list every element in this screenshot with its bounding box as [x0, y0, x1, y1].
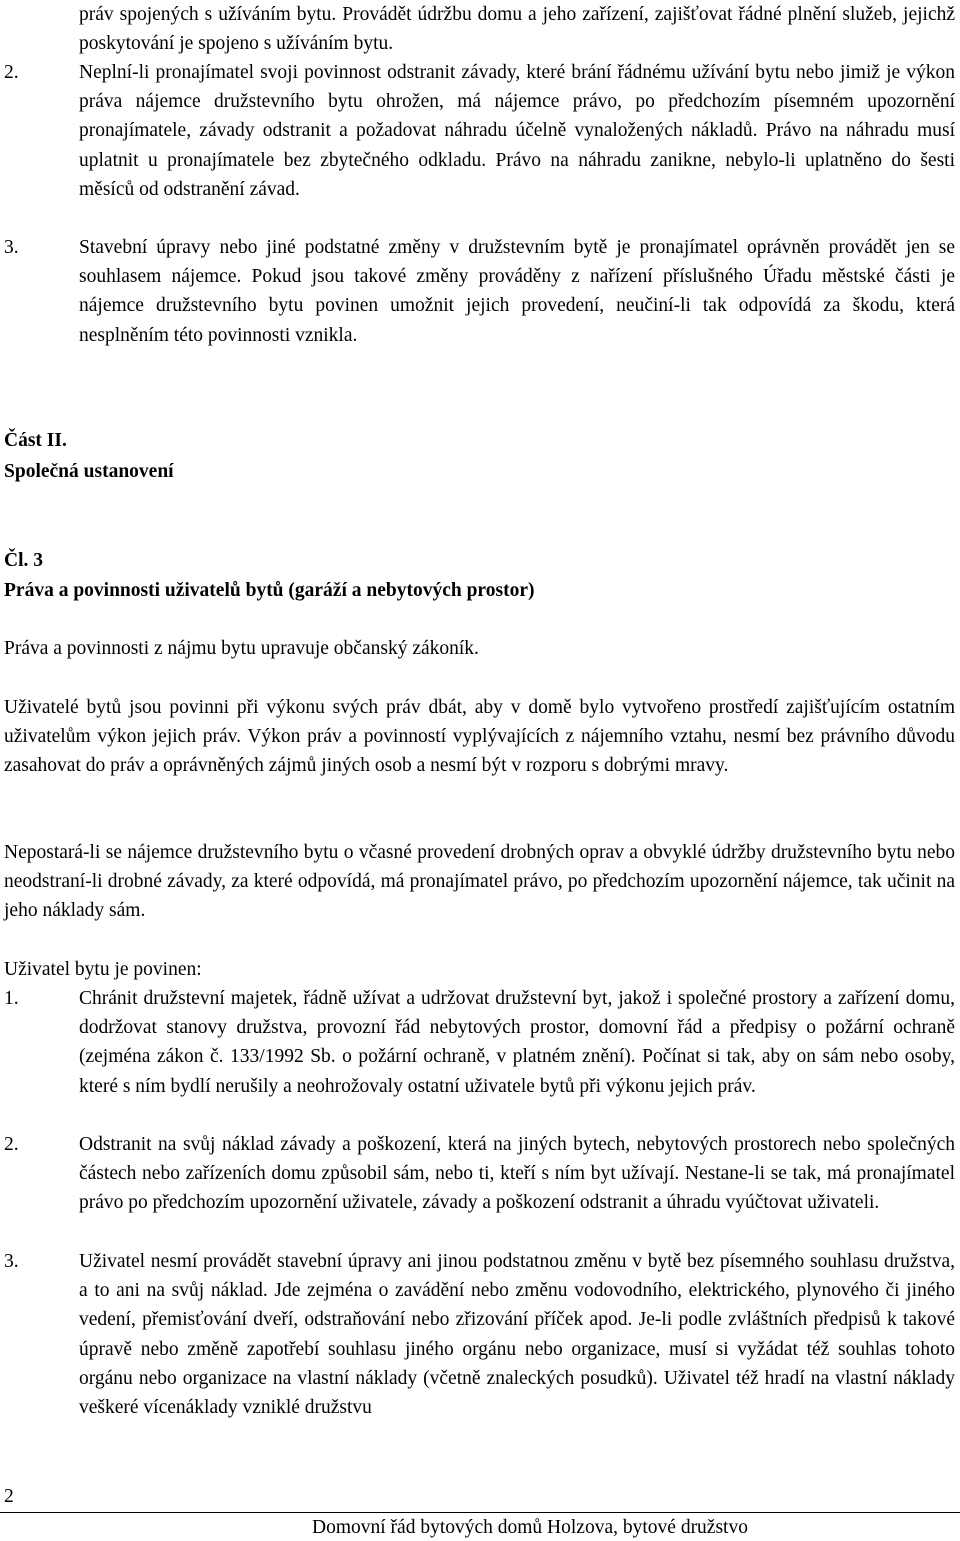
part-subtitle: Společná ustanovení	[4, 461, 174, 482]
page-footer	[0, 1516, 960, 1540]
paragraph: Práva a povinnosti z nájmu bytu upravuje občanský zákoník.	[4, 638, 479, 659]
footer-text: Domovní řád bytových domů Holzova, bytové družstvo	[312, 1517, 748, 1538]
list-item-text: Stavební úpravy nebo jiné podstatné změny v družstevním bytě je pronajímatel oprávněn provádět jen se souhlasem nájemce. Pokud jsou takové změny prováděny z nařízení příslušného Úřadu městské části je nájemce družstevního bytu povinen umožnit jejich provedení, neučiní-li tak odpovídá za škodu, která nesplněním této povinnosti vznikla.	[79, 237, 955, 346]
article-title: Práva a povinnosti uživatelů bytů (garáží a nebytových prostor)	[4, 580, 535, 601]
paragraph: Nepostará-li se nájemce družstevního bytu o včasné provedení drobných oprav a obvyklé údržby družstevního bytu nebo neodstraní-li drobné závady, za které odpovídá, má pronajímatel právo, po předchozím upozornění nájemce, tak učinit na jeho náklady sám.	[4, 842, 955, 922]
page-number: 2	[4, 1486, 14, 1507]
paragraph: Uživatelé bytů jsou povinni při výkonu svých práv dbát, aby v domě bylo vytvořeno prostředí zajišťujícím ostatním uživatelům výkon jejich práv. Výkon práv a povinností vyplývajících z nájemního vztahu, nesmí bez právního důvodu zasahovat do práv a oprávněných zájmů jiných osob a nesmí být v rozporu s dobrými mravy.	[4, 697, 955, 777]
duty-item	[4, 1247, 955, 1422]
duty-item-number: 3.	[4, 1251, 19, 1272]
duty-item	[4, 1130, 955, 1218]
duty-item-number: 2.	[4, 1134, 19, 1155]
list-item-text: Neplní-li pronajímatel svoji povinnost odstranit závady, které brání řádnému užívání bytu nebo jimiž je výkon práva nájemce družstevního bytu ohrožen, má nájemce právo, po předchozím písemném upozornění pronajímatele, závady odstranit a požadovat náhradu účelně vynaložených nákladů. Právo na náhradu musí uplatnit u pronajímatele bez zbytečného odkladu. Právo na náhradu zanikne, nebylo-li uplatněno do šesti měsíců od odstranění závad.	[79, 62, 955, 200]
duty-item-text: Chránit družstevní majetek, řádně užívat a udržovat družstevní byt, jakož i společné prostory a zařízení domu, dodržovat stanovy družstva, provozní řád nebytových prostor, domovní řád a předpisy o požární ochraně (zejména zákon č. 133/1992 Sb. o požární ochraně, v platném znění). Počínat si tak, aby on sám nebo osoby, které s ním bydlí nerušily a neohrožovaly ostatní uživatele bytů při výkonu jejich práv.	[79, 988, 955, 1097]
list-item-number: 2.	[4, 62, 19, 83]
duties-heading: Uživatel bytu je povinen:	[4, 959, 202, 980]
duty-item	[4, 984, 955, 1101]
footer-divider	[0, 1512, 960, 1513]
list-item	[4, 233, 955, 350]
continued-item	[4, 0, 955, 58]
article-number: Čl. 3	[4, 550, 43, 571]
part-title: Část II.	[4, 430, 67, 451]
duty-item-number: 1.	[4, 988, 19, 1009]
duty-item-text: Uživatel nesmí provádět stavební úpravy ani jinou podstatnou změnu v bytě bez písemného souhlasu družstva, a to ani na svůj náklad. Jde zejména o zavádění nebo změnu vodovodního, elektrického, plynového či jiného vedení, přemisťování dveří, odstraňování nebo zřizování příček apod. Je-li podle zvláštních předpisů k takové úpravě nebo změně zapotřebí souhlasu jiného orgánu nebo organizace, musí si vyžádat též souhlas tohoto orgánu nebo organizace na vlastní náklady (včetně znaleckých posudků). Uživatel též hradí na vlastní náklady veškeré vícenáklady vzniklé družstvu	[79, 1251, 955, 1419]
list-item	[4, 58, 955, 204]
list-item-number: 3.	[4, 237, 19, 258]
continued-item-text: práv spojených s užíváním bytu. Provádět údržbu domu a jeho zařízení, zajišťovat řádné plnění služeb, jejichž poskytování je spojeno s užíváním bytu.	[79, 4, 955, 55]
duty-item-text: Odstranit na svůj náklad závady a poškození, která na jiných bytech, nebytových prostorech nebo společných částech nebo zařízeních domu způsobil sám, nebo ti, kteří s ním byt užívají. Nestane-li se tak, má pronajímatel právo po předchozím upozornění uživatele, závady a poškození odstranit a úhradu vyúčtovat uživateli.	[79, 1134, 955, 1214]
